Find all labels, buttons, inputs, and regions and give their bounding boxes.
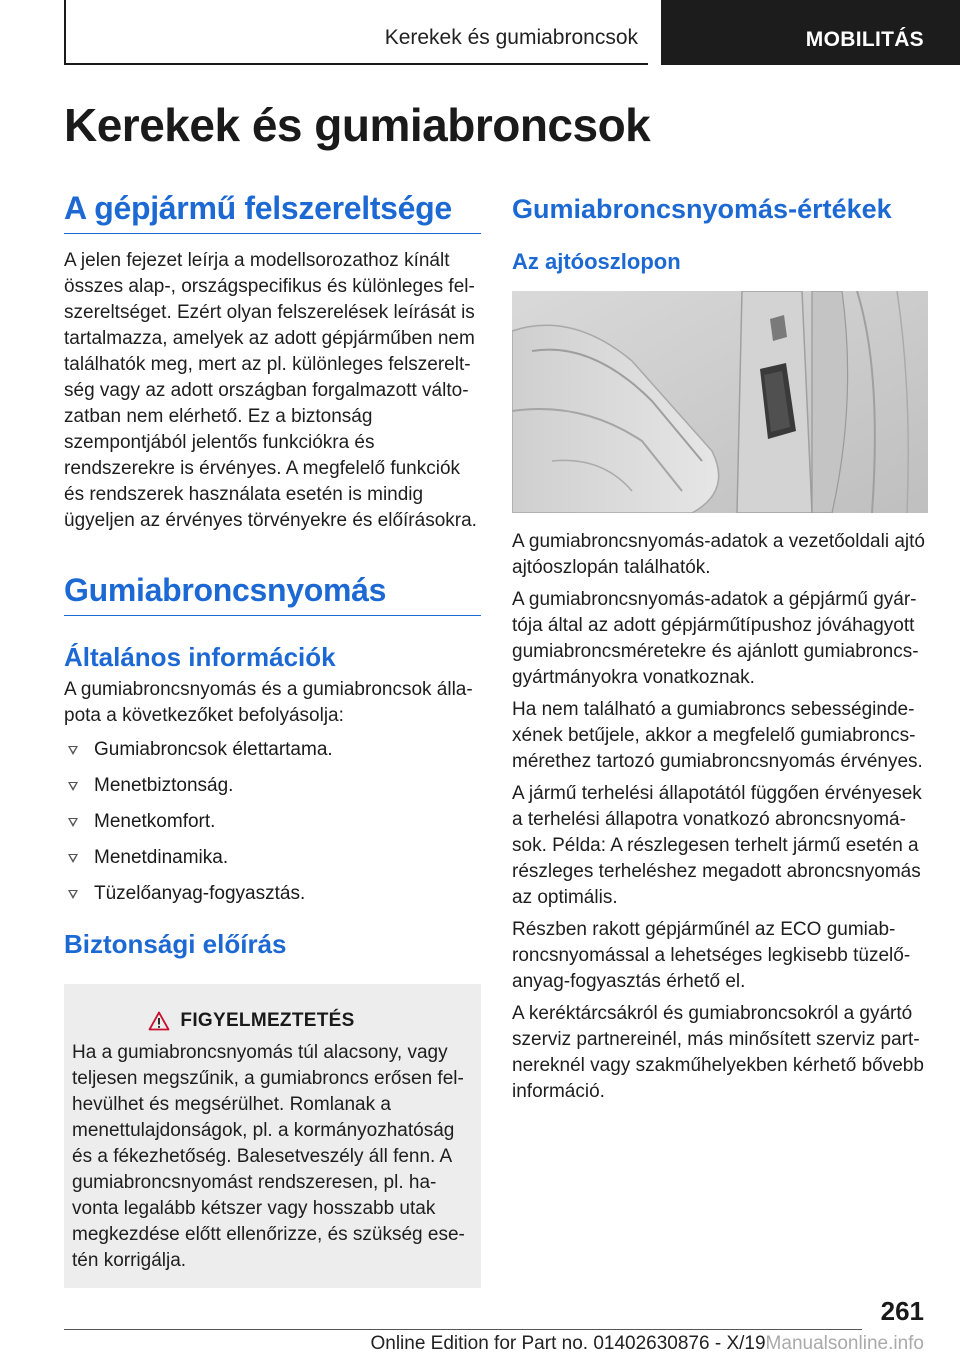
footer-watermark: Manualsonline.info bbox=[765, 1333, 924, 1354]
header-section-title: Kerekek és gumiabroncsok bbox=[384, 26, 638, 49]
general-info-heading: Általános információk bbox=[64, 642, 336, 672]
footer-edition-text: Online Edition for Part no. 01402630876 - X/19 bbox=[370, 1333, 766, 1354]
pressure-heading: Gumiabroncsnyomás bbox=[64, 572, 481, 616]
footer-edition bbox=[370, 1333, 924, 1355]
pressure-paragraph: A gumiabroncsnyomás-adatok a gépjármű gyártója által az adott gépjárműtípushoz jóváhagyott gumiabroncsméretekre és ajánlott gumiabroncsgyártmányokra vonatkoznak. bbox=[512, 589, 919, 688]
safety-heading: Biztonsági előírás bbox=[64, 929, 287, 959]
triangle-bullet-icon bbox=[68, 818, 78, 827]
equipment-heading: A gépjármű felszereltsége bbox=[64, 190, 481, 234]
list-item: Gumiabroncsok élettartama. bbox=[64, 737, 481, 763]
warning-text: Ha a gumiabroncsnyomás túl alacsony, vagy teljesen megszűnik, a gumiabroncs erősen felhevülhet és megsérülhet. Romlanak a menettulajdonságok, pl. a kormányozhatóság és a fékezhetőség. Balesetveszély áll fenn. A gumiabroncsnyomást rendszeresen, pl. havonta legalább kétszer vagy hosszabb utak megkezdése előtt ellenőrizze, és szükség esetén korrigálja. bbox=[72, 1042, 465, 1271]
door-pillar-heading: Az ajtóoszlopon bbox=[512, 249, 681, 274]
list-item: Tüzelőanyag-fogyasztás. bbox=[64, 881, 481, 907]
left-column bbox=[64, 190, 481, 1288]
triangle-bullet-icon bbox=[68, 782, 78, 791]
pressure-paragraph: A gumiabroncsnyomás-adatok a vezetőoldali ajtó ajtóoszlopán találhatók. bbox=[512, 531, 925, 578]
triangle-bullet-icon bbox=[68, 890, 78, 899]
warning-triangle-icon bbox=[148, 1011, 170, 1031]
pressure-paragraph: A keréktárcsákról és gumiabroncsokról a gyártó szerviz partnereinél, más minősített szerviz partnereknél vagy szakműhelyekben kérhető bővebb információ. bbox=[512, 1003, 924, 1102]
pressure-paragraph: Részben rakott gépjárműnél az ECO gumiabroncsnyomással a lehetséges legkisebb tüzelőanyag-fogyasztás érhető el. bbox=[512, 919, 911, 992]
footer-rule bbox=[64, 1329, 862, 1330]
influence-list bbox=[64, 737, 481, 907]
list-item: Menetkomfort. bbox=[64, 809, 481, 835]
right-column bbox=[512, 190, 928, 1105]
door-pillar-illustration bbox=[512, 291, 928, 513]
warning-header bbox=[72, 1010, 471, 1032]
page-number: 261 bbox=[880, 1296, 924, 1326]
header-chapter-tab bbox=[661, 0, 960, 65]
warning-title: FIGYELMEZTETÉS bbox=[180, 1010, 355, 1031]
pressure-values-text bbox=[512, 529, 928, 1105]
page-title: Kerekek és gumiabroncsok bbox=[64, 99, 651, 151]
equipment-paragraph: A jelen fejezet leírja a modellsorozathoz kínált összes alap-, országspecifikus és különleges felszereltséget. Ezért olyan felszerelések leírását is tartalmazza, amelyek az adott gépjárműben nem találhatók meg, mert az pl. különleges felszereltség vagy az adott országban forgalmazott változatban nem elérhető. Ez a biztonság szempontjából jelentős funkciókra és rendszerekre is érvényes. A megfelelő funkciók és rendszerek használata esetén is mindig ügyeljen az érvényes törvényekre és előírásokra. bbox=[64, 250, 477, 531]
list-item: Menetbiztonság. bbox=[64, 773, 481, 799]
triangle-bullet-icon bbox=[68, 854, 78, 863]
triangle-bullet-icon bbox=[68, 746, 78, 755]
header-rule-bottom bbox=[64, 63, 648, 65]
list-item: Menetdinamika. bbox=[64, 845, 481, 871]
header-chapter-label: MOBILITÁS bbox=[805, 28, 924, 51]
general-info-paragraph: A gumiabroncsnyomás és a gumiabroncsok állapota a következőket befolyásolja: bbox=[64, 679, 473, 726]
warning-box bbox=[64, 984, 481, 1288]
pressure-paragraph: A jármű terhelési állapotától függően érvényesek a terhelési állapotra vonatkozó abroncsnyomások. Példa: A részlegesen terhelt jármű esetén a részleges terheléshez megadott abroncsnyomás az optimális. bbox=[512, 783, 922, 908]
pressure-values-heading: Gumiabroncsnyomás-értékek bbox=[512, 194, 892, 224]
pressure-paragraph: Ha nem található a gumiabroncs sebességindexének betűjele, akkor a megfelelő gumiabroncsmérethez tartozó gumiabroncsnyomás érvényes. bbox=[512, 699, 923, 772]
